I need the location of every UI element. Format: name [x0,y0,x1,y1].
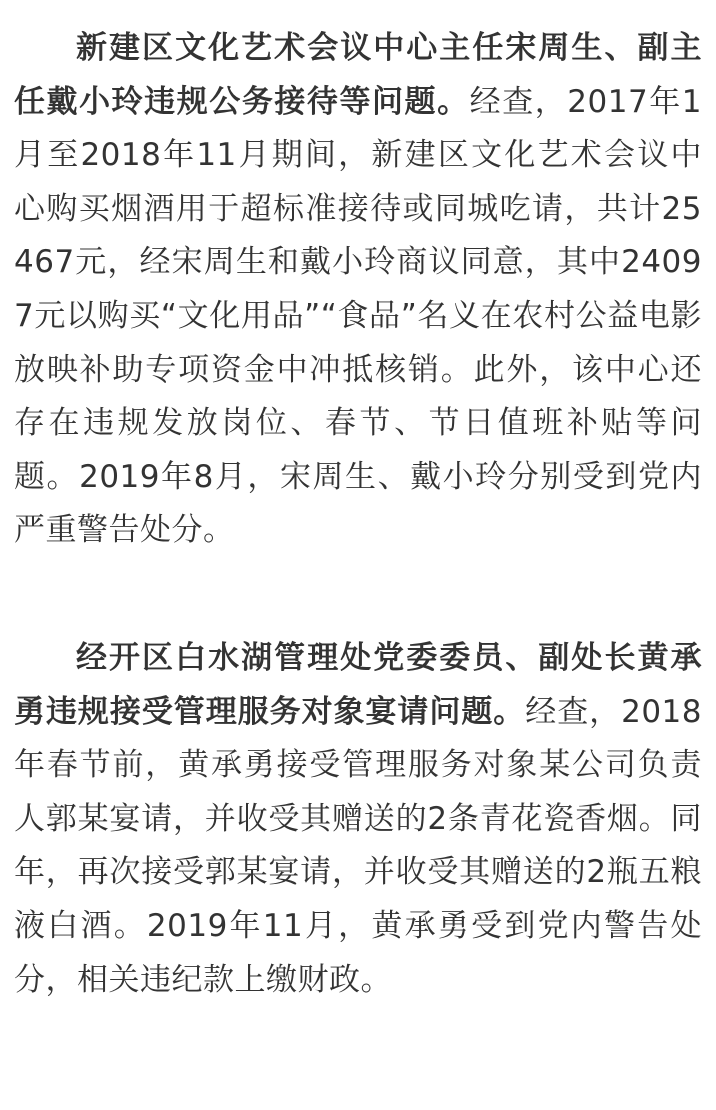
case-paragraph-2 [14,632,702,1007]
case-paragraph-1 [14,22,702,558]
case-1-details: 经查，2017年1月至2018年11月期间，新建区文化艺术会议中心购买烟酒用于超标准接待或同城吃请，共计25467元，经宋周生和戴小玲商议同意，其中24097元以购买“文化用品”“食品”名义在农村公益电影放映补助专项资金中冲抵核销。此外，该中心还存在违规发放岗位、春节、节日值班补贴等问题。2019年8月，宋周生、戴小玲分别受到党内严重警告处分。 [14,83,703,549]
case-2-headline: 经开区白水湖管理处党委委员、副处长黄承勇违规接受管理服务对象宴请问题。 [14,639,702,730]
case-2-details: 经查，2018年春节前，黄承勇接受管理服务对象某公司负责人郭某宴请，并收受其赠送的2条青花瓷香烟。同年，再次接受郭某宴请，并收受其赠送的2瓶五粮液白酒。2019年11月，黄承勇受到党内警告处分，相关违纪款上缴财政。 [14,693,702,998]
case-1-headline: 新建区文化艺术会议中心主任宋周生、副主任戴小玲违规公务接待等问题。 [14,30,702,120]
